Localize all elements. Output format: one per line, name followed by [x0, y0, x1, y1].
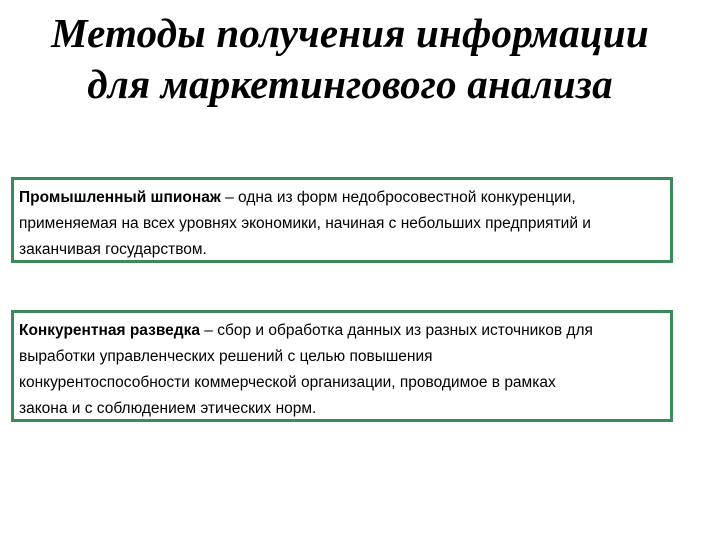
- definition-text: – одна из форм недобросовестной конкуренции,: [220, 189, 576, 206]
- definition-box-competitive-intelligence: [11, 310, 673, 422]
- definition-line-3: заканчивая государством.: [19, 241, 207, 258]
- definition-line-2: применяемая на всех уровнях экономики, начиная с небольших предприятий и: [19, 215, 591, 232]
- definition-line-3: конкурентоспособности коммерческой организации, проводимое в рамках: [19, 374, 556, 391]
- slide-title-line-1: Методы получения информации: [51, 10, 649, 56]
- definition-term: Промышленный шпионаж: [19, 189, 221, 206]
- definition-line-1: [19, 185, 664, 211]
- definition-line-1: [19, 318, 664, 344]
- definition-box-industrial-espionage: [11, 177, 673, 263]
- definition-term: Конкурентная разведка: [19, 322, 200, 339]
- definition-line-2: выработки управленческих решений с целью повышения: [19, 348, 433, 365]
- definition-line-4: закона и с соблюдением этических норм.: [19, 400, 317, 417]
- definition-text: – сбор и обработка данных из разных источников для: [199, 322, 593, 339]
- slide-title: [10, 8, 690, 110]
- slide-title-line-2: для маркетингового анализа: [87, 61, 613, 107]
